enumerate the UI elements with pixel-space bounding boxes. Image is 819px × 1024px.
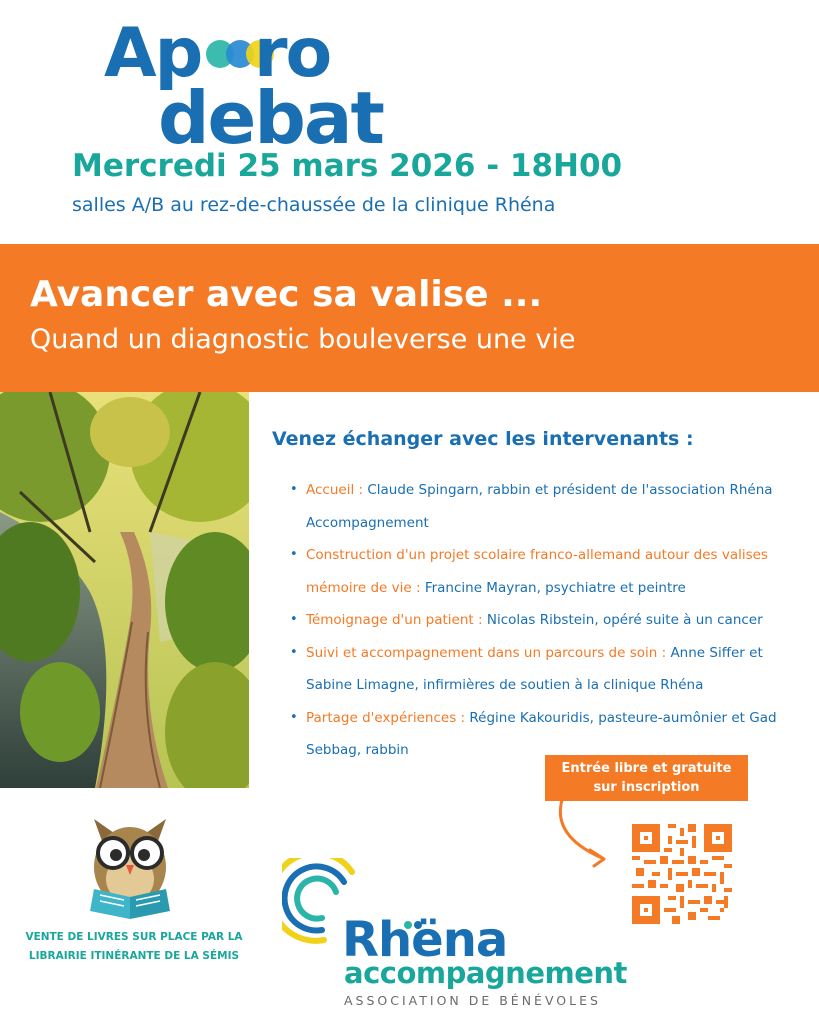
list-item: • Partage d'expériences : Régine Kakouridis, pasteure-aumônier et Gad Sebbag, rabbin	[290, 702, 800, 767]
event-date: Mercredi 25 mars 2026 - 18H00	[72, 148, 623, 184]
speakers-heading: Venez échanger avec les intervenants :	[272, 428, 694, 450]
registration-line-2: sur inscription	[593, 780, 700, 795]
list-item: • Accueil : Claude Spingarn, rabbin et président de l'association Rhéna Accompagnement	[290, 474, 800, 539]
speakers-list	[290, 474, 800, 767]
book-sale-line-1: VENTE DE LIVRES SUR PLACE PAR LA	[25, 931, 243, 943]
list-item: • Construction d'un projet scolaire franco-allemand autour des valises mémoire de vie : Francine Mayran, psychiatre et peintre	[290, 539, 800, 604]
organizer-name-2: accompagnement	[344, 956, 627, 990]
organizer-tagline: ASSOCIATION DE BÉNÉVOLES	[344, 993, 601, 1008]
title-banner	[0, 244, 819, 392]
rhena-logo	[282, 858, 627, 1018]
organizer-name: Rhëna	[342, 912, 508, 968]
list-item: • Témoignage d'un patient : Nicolas Ribstein, opéré suite à un cancer	[290, 604, 800, 637]
registration-badge	[545, 755, 748, 801]
event-location: salles A/B au rez-de-chaussée de la clinique Rhéna	[72, 194, 556, 216]
logo-text-debat: debat	[158, 76, 383, 160]
logo-text-ro: ro	[254, 14, 331, 93]
book-sale-line-2: LIBRAIRIE ITINÉRANTE DE LA SÉMIS	[28, 950, 240, 962]
list-item: • Suivi et accompagnement dans un parcours de soin : Anne Siffer et Sabine Limagne, infirmières de soutien à la clinique Rhéna	[290, 637, 800, 702]
logo-text-ap: Ap	[104, 14, 202, 93]
event-subtitle: Quand un diagnostic bouleverse une vie	[30, 324, 576, 355]
book-sale-note	[24, 928, 244, 966]
event-title: Avancer avec sa valise ...	[30, 274, 543, 315]
registration-line-1: Entrée libre et gratuite	[561, 761, 732, 776]
approdebat-logo	[100, 14, 420, 160]
owl-reading-icon	[80, 815, 180, 920]
boardwalk-photo	[0, 392, 249, 788]
qr-code-icon[interactable]	[632, 824, 732, 924]
